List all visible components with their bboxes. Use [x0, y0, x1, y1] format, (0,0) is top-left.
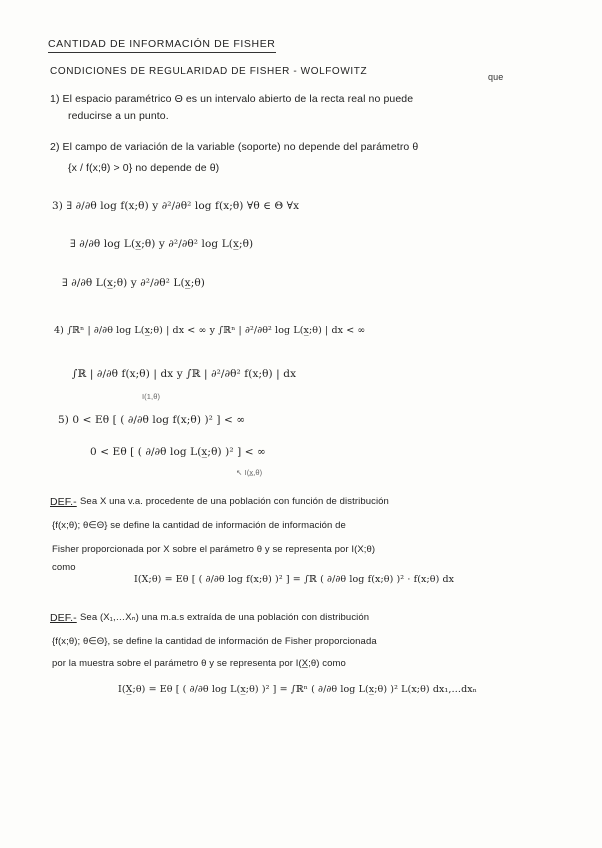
margin-note-que: que [488, 72, 504, 82]
definition-2-formula: I(X̲;θ) = Eθ [ ( ∂/∂θ log L(x̲;θ) )² ] = ∫ℝⁿ ( ∂/∂θ log L(x̲;θ) )² L(x;θ) dx₁,…dxₙ [118, 684, 477, 695]
definition-1-line-3: Fisher proporcionada por X sobre el parámetro θ y se representa por I(X;θ) [52, 544, 376, 555]
condition-2-line-2: {x / f(x;θ) > 0} no depende de θ) [68, 162, 220, 174]
condition-3-line-3: ∃ ∂/∂θ L(x̲;θ) y ∂²/∂θ² L(x̲;θ) [62, 277, 205, 289]
condition-4-line-2: ∫ℝ | ∂/∂θ f(x;θ) | dx y ∫ℝ | ∂²/∂θ² f(x;θ) | dx [72, 368, 297, 380]
condition-4-line-1: 4) ∫ℝⁿ | ∂/∂θ log L(x̲;θ) | dx < ∞ y ∫ℝⁿ | ∂²/∂θ² log L(x̲;θ) | dx < ∞ [54, 325, 366, 336]
definition-2-label: DEF.- [50, 612, 77, 624]
definition-1-label: DEF.- [50, 496, 77, 508]
title-underline [48, 52, 276, 53]
page-title: CANTIDAD DE INFORMACIÓN DE FISHER [48, 38, 276, 50]
condition-1-line-2: reducirse a un punto. [68, 110, 169, 122]
condition-3-line-1: 3) ∃ ∂/∂θ log f(x;θ) y ∂²/∂θ² log f(x;θ) ∀θ ∈ Θ ∀x [52, 200, 300, 212]
definition-2-line-3: por la muestra sobre el parámetro θ y se representa por I(X̲;θ) como [52, 658, 346, 669]
condition-1-line-1: 1) El espacio paramétrico Θ es un intervalo abierto de la recta real no puede [50, 93, 414, 105]
condition-5-annotation: ↖ I(x̲,θ) [236, 468, 263, 477]
definition-1-line-2: {f(x;θ); θ∈Θ} se define la cantidad de información de información de [52, 520, 346, 531]
condition-3-line-2: ∃ ∂/∂θ log L(x̲;θ) y ∂²/∂θ² log L(x̲;θ) [70, 238, 254, 250]
definition-1-line-1: Sea X una v.a. procedente de una población con función de distribución [80, 496, 389, 507]
section-subtitle: CONDICIONES DE REGULARIDAD DE FISHER - WOLFOWITZ [50, 66, 368, 77]
condition-2-line-1: 2) El campo de variación de la variable (soporte) no depende del parámetro θ [50, 141, 419, 153]
definition-1-formula: I(X;θ) = Eθ [ ( ∂/∂θ log f(x;θ) )² ] = ∫ℝ ( ∂/∂θ log f(x;θ) )² · f(x;θ) dx [134, 574, 455, 585]
definition-2-line-2: {f(x;θ); θ∈Θ}, se define la cantidad de información de Fisher proporcionada [52, 636, 377, 647]
condition-5-line-1: 5) 0 < Eθ [ ( ∂/∂θ log f(x;θ) )² ] < ∞ [58, 414, 246, 426]
definition-1-line-4: como [52, 562, 76, 573]
condition-5-line-2: 0 < Eθ [ ( ∂/∂θ log L(x̲;θ) )² ] < ∞ [90, 446, 266, 458]
condition-4-annotation: I(1,θ) [142, 392, 161, 401]
definition-2-line-1: Sea (X₁,…Xₙ) una m.a.s extraída de una población con distribución [80, 612, 370, 623]
